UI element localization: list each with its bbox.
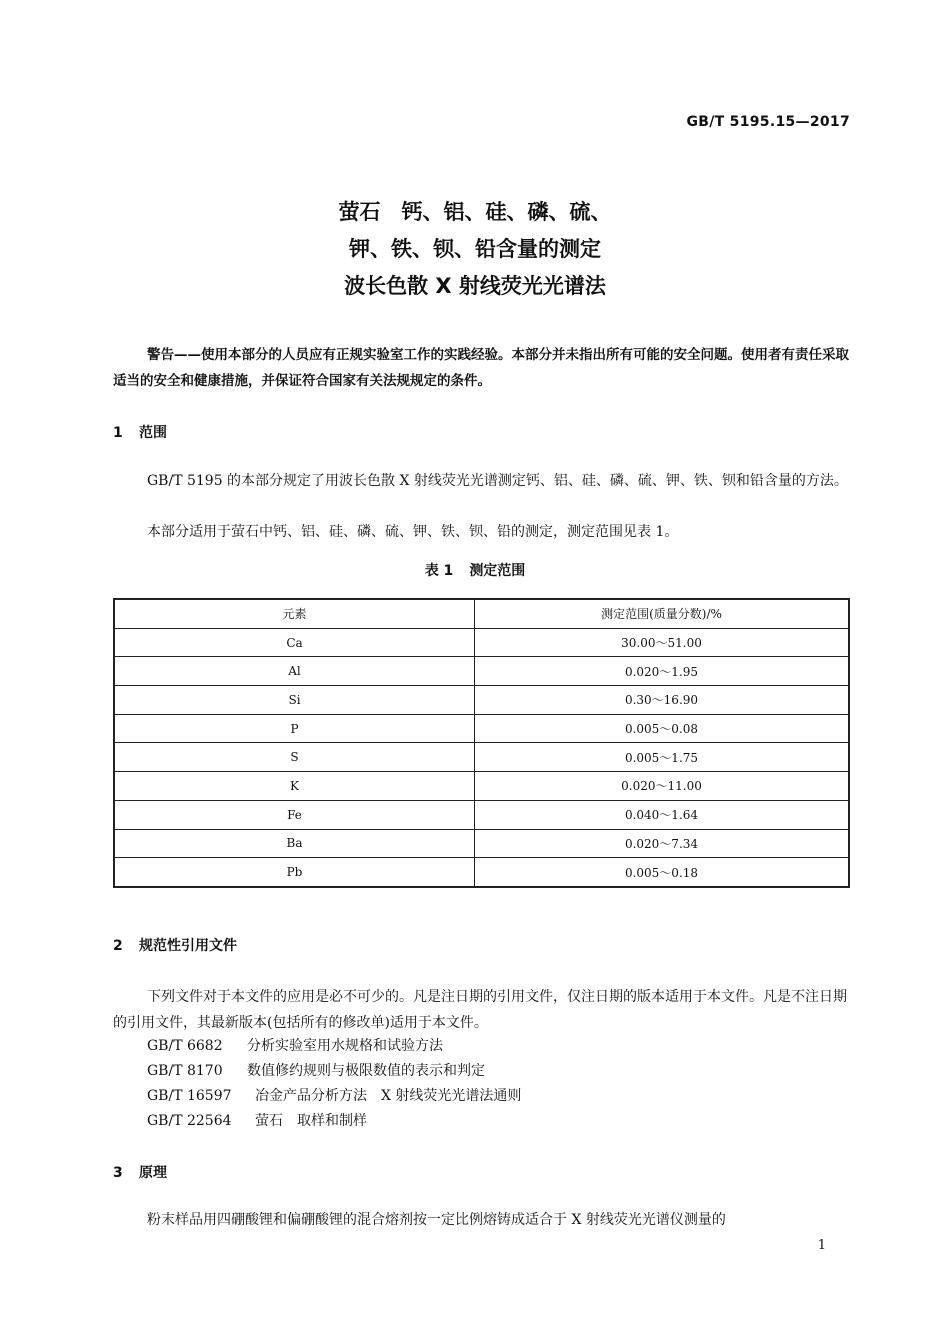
table-row — [114, 743, 849, 772]
section-title: 规范性引用文件 — [139, 938, 237, 954]
reference-item — [147, 1035, 443, 1055]
element-cell: Ba — [114, 829, 475, 858]
element-cell: S — [114, 743, 475, 772]
range-cell: 0.020～7.34 — [475, 829, 850, 858]
section-number: 3 — [113, 1165, 123, 1181]
normative-references-paragraph: 下列文件对于本文件的应用是必不可少的。凡是注日期的引用文件，仅注日期的版本适用于本文件。凡是不注日期的引用文件，其最新版本(包括所有的修改单)适用于本文件。 — [113, 989, 847, 1031]
table-caption-title: 测定范围 — [469, 563, 526, 579]
title-line-1: 萤石 钙、铝、硅、磷、硫、 — [338, 200, 612, 224]
element-cell: K — [114, 772, 475, 801]
table-header-cell: 元素 — [114, 599, 475, 628]
reference-code: GB/T 16597 — [147, 1088, 232, 1104]
section-3-heading — [113, 1162, 167, 1182]
reference-title: 冶金产品分析方法 X 射线荧光光谱法通则 — [255, 1088, 522, 1104]
section-title: 范围 — [139, 425, 167, 441]
table-row — [114, 686, 849, 715]
range-cell: 30.00～51.00 — [475, 628, 850, 657]
element-cell: Ca — [114, 628, 475, 657]
table-row — [114, 800, 849, 829]
reference-item — [147, 1085, 521, 1105]
table-row — [114, 829, 849, 858]
element-cell: Fe — [114, 800, 475, 829]
range-cell: 0.040～1.64 — [475, 800, 850, 829]
range-cell: 0.020～1.95 — [475, 657, 850, 686]
section-number: 1 — [113, 425, 123, 441]
range-cell: 0.30～16.90 — [475, 686, 850, 715]
reference-code: GB/T 22564 — [147, 1113, 232, 1129]
range-cell: 0.005～1.75 — [475, 743, 850, 772]
table-row — [114, 858, 849, 887]
title-line-3: 波长色散 X 射线荧光光谱法 — [344, 274, 606, 298]
reference-title: 萤石 取样和制样 — [255, 1113, 367, 1129]
measurement-range-table — [113, 598, 850, 888]
range-cell: 0.005～0.08 — [475, 714, 850, 743]
table-caption-number: 表 1 — [424, 563, 454, 579]
element-cell: Si — [114, 686, 475, 715]
table-caption — [0, 560, 950, 580]
table-header-cell: 测定范围(质量分数)/% — [475, 599, 850, 628]
section-2-heading — [113, 935, 237, 955]
table-row — [114, 714, 849, 743]
reference-code: GB/T 6682 — [147, 1038, 223, 1054]
section-title: 原理 — [139, 1165, 167, 1181]
table-header-row — [114, 599, 849, 628]
reference-item — [147, 1060, 485, 1080]
scope-paragraph-2: 本部分适用于萤石中钙、铝、硅、磷、硫、钾、铁、钡、铅的测定，测定范围见表 1。 — [147, 524, 679, 540]
table-row — [114, 657, 849, 686]
document-title — [0, 194, 950, 305]
standard-code: GB/T 5195.15—2017 — [686, 114, 850, 130]
principle-paragraph: 粉末样品用四硼酸锂和偏硼酸锂的混合熔剂按一定比例熔铸成适合于 X 射线荧光光谱仪测量的 — [147, 1212, 726, 1228]
table-row — [114, 772, 849, 801]
reference-title: 数值修约规则与极限数值的表示和判定 — [247, 1063, 485, 1079]
warning-paragraph: 警告——使用本部分的人员应有正规实验室工作的实践经验。本部分并未指出所有可能的安全问题。使用者有责任采取适当的安全和健康措施，并保证符合国家有关法规规定的条件。 — [113, 347, 849, 389]
table-row — [114, 628, 849, 657]
section-1-heading — [113, 422, 167, 442]
reference-code: GB/T 8170 — [147, 1063, 223, 1079]
range-cell: 0.005～0.18 — [475, 858, 850, 887]
title-line-2: 钾、铁、钡、铅含量的测定 — [349, 237, 601, 261]
reference-item — [147, 1110, 367, 1130]
section-number: 2 — [113, 938, 123, 954]
reference-title: 分析实验室用水规格和试验方法 — [247, 1038, 443, 1054]
element-cell: P — [114, 714, 475, 743]
range-cell: 0.020～11.00 — [475, 772, 850, 801]
element-cell: Al — [114, 657, 475, 686]
scope-paragraph-1: GB/T 5195 的本部分规定了用波长色散 X 射线荧光光谱测定钙、铝、硅、磷、硫、钾、铁、钡和铅含量的方法。 — [147, 473, 848, 489]
element-cell: Pb — [114, 858, 475, 887]
page-number: 1 — [817, 1238, 826, 1253]
